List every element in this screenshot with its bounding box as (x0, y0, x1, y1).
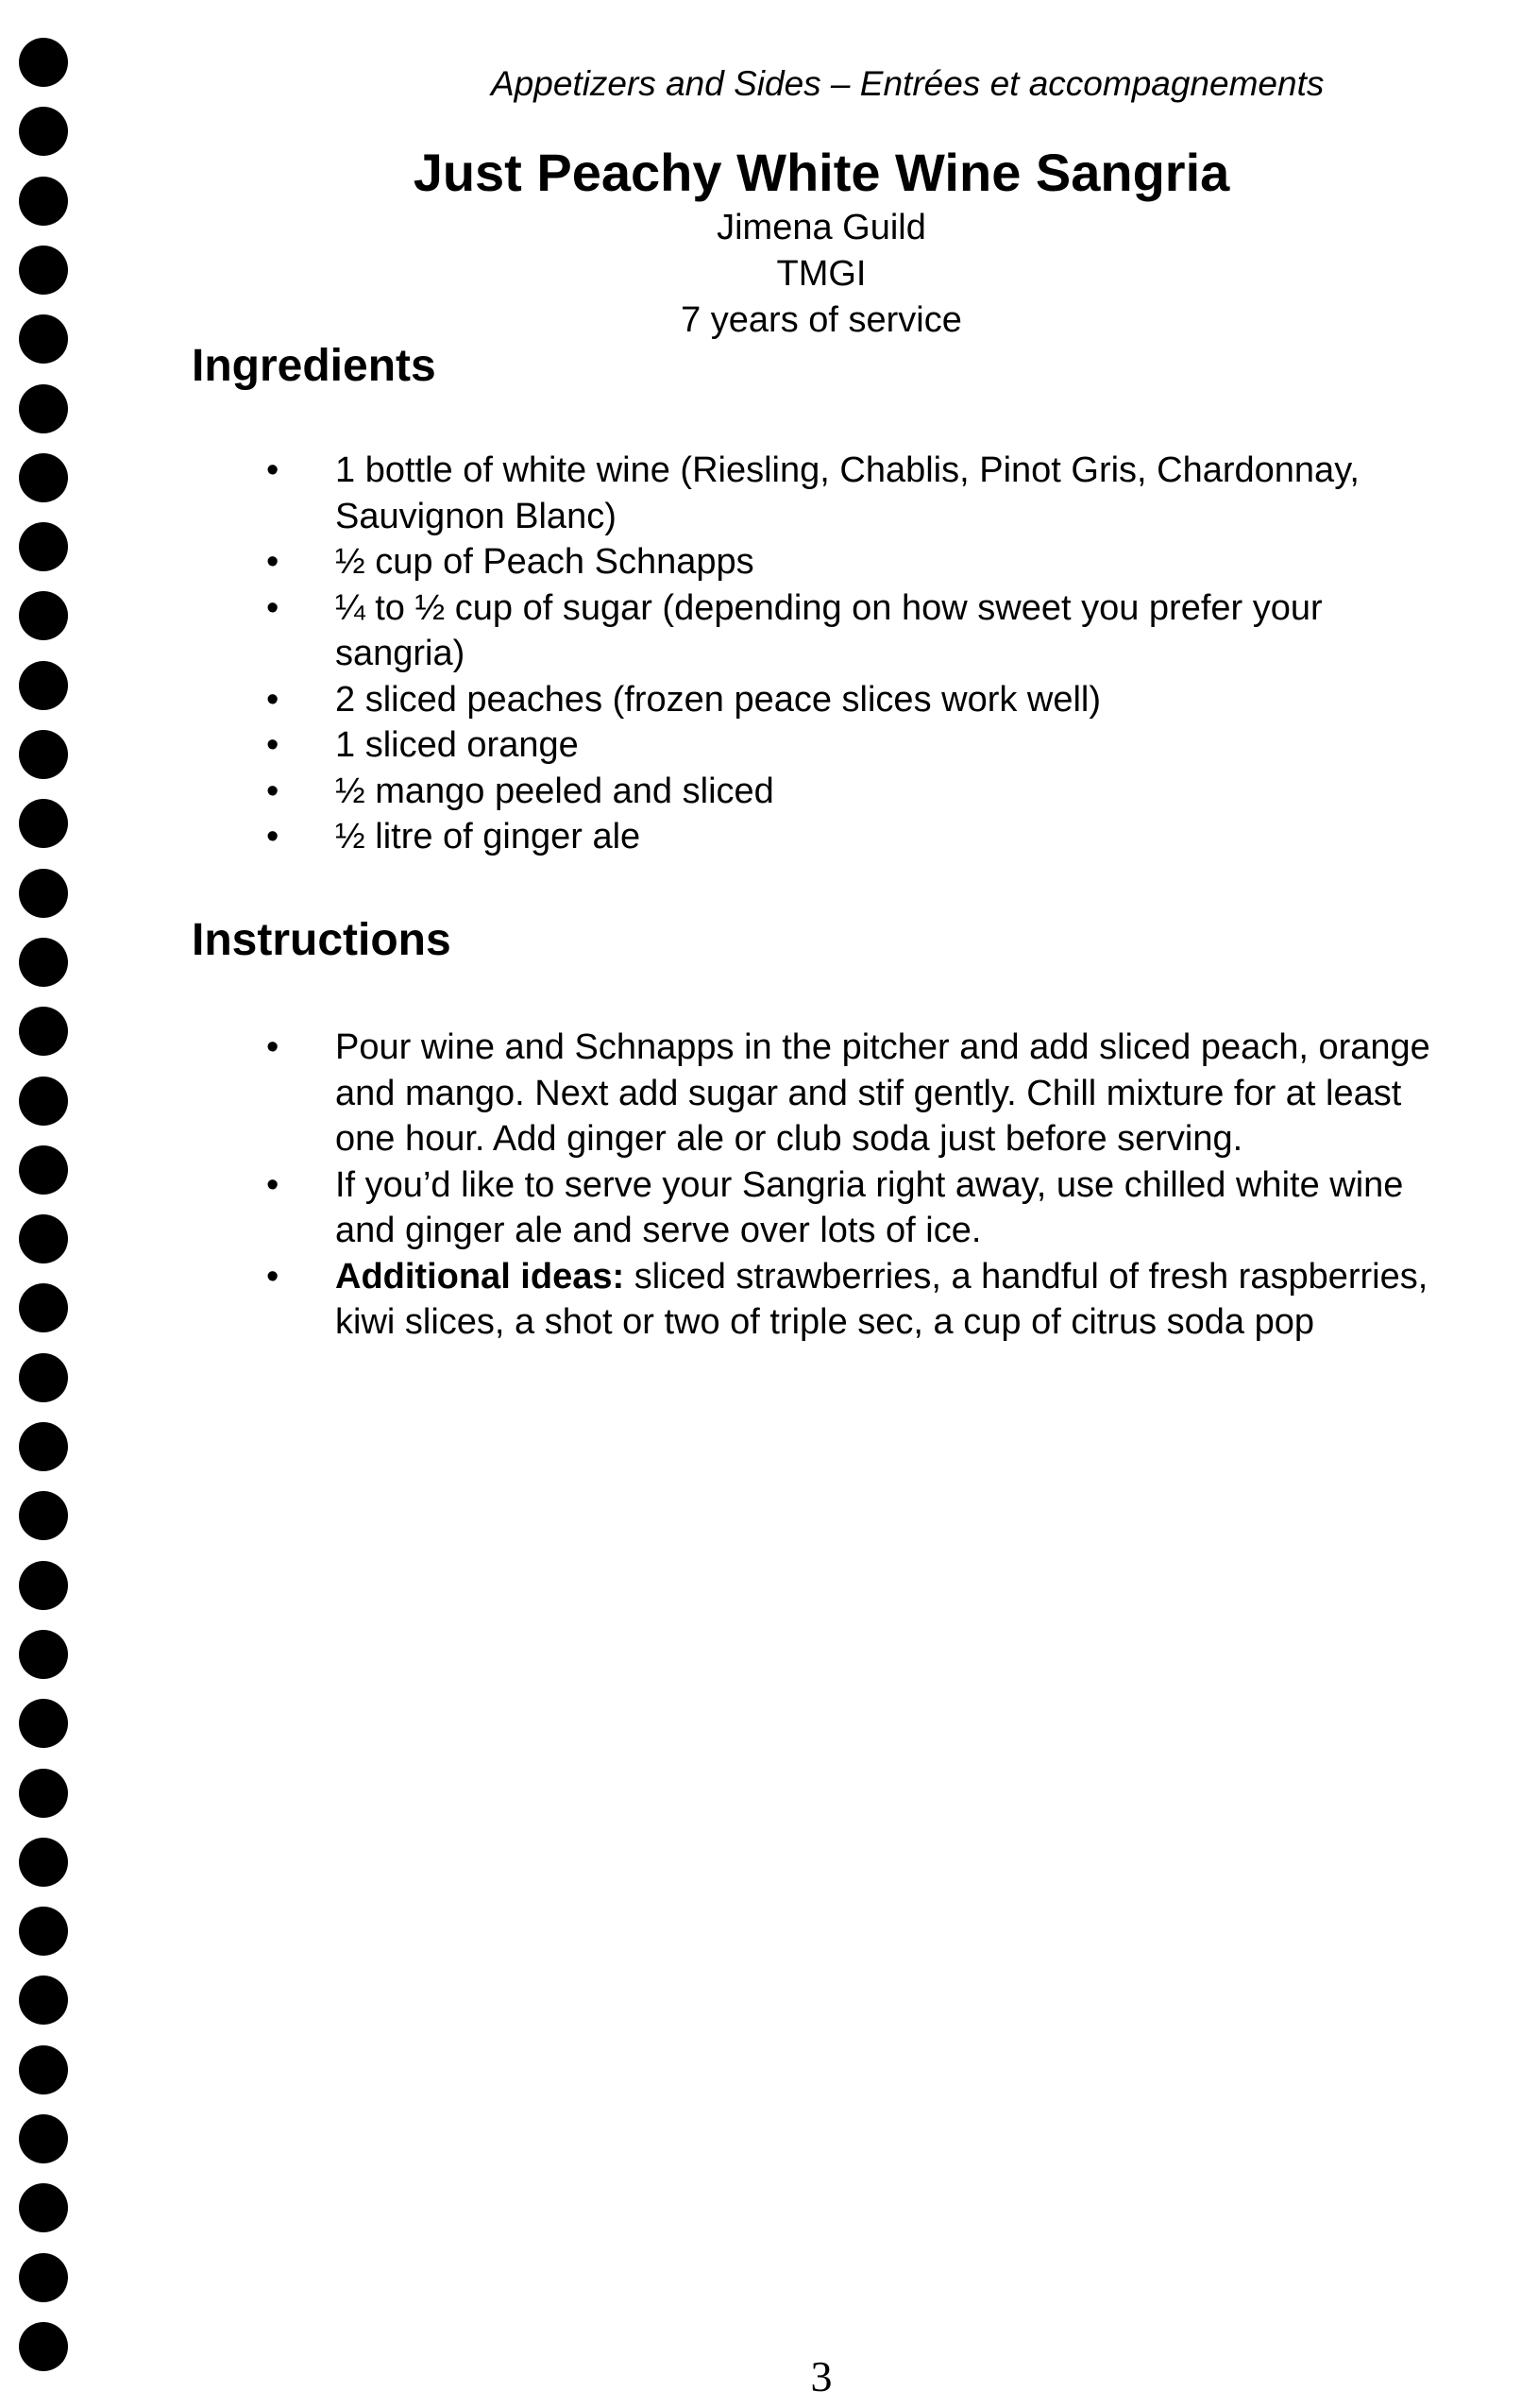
binding-hole (19, 1976, 68, 2025)
bullet-icon: • (266, 587, 279, 628)
binding-hole (19, 869, 68, 918)
list-item (0, 1162, 1449, 1254)
bullet-icon: • (266, 1256, 279, 1297)
list-item (0, 1025, 1449, 1162)
list-item (0, 722, 1449, 769)
binding-hole (19, 38, 68, 87)
ingredients-list (0, 448, 1538, 860)
ingredient-text: ½ litre of ginger ale (335, 817, 641, 856)
binding-hole (19, 1353, 68, 1402)
instruction-text: If you’d like to serve your Sangria right away, use chilled white wine and ginger ale and serve over lots of ice. (335, 1164, 1404, 1250)
binding-hole (19, 1838, 68, 1887)
list-item (0, 1254, 1449, 1346)
bullet-icon: • (266, 1027, 279, 1067)
binding-hole (19, 384, 68, 433)
bullet-icon: • (266, 725, 279, 765)
recipe-author: Jimena Guild (717, 208, 926, 247)
binding-hole (19, 1561, 68, 1610)
recipe-department: TMGI (776, 254, 867, 294)
binding-hole (19, 2183, 68, 2232)
list-item (0, 539, 1449, 585)
list-item (0, 585, 1449, 677)
section-header: Appetizers and Sides – Entrées et accompagnements (491, 64, 1325, 103)
recipe-title: Just Peachy White Wine Sangria (413, 143, 1230, 202)
list-item (0, 677, 1449, 723)
page-number: 3 (810, 2352, 833, 2400)
binding-hole (19, 1491, 68, 1540)
binding-hole (19, 1907, 68, 1956)
recipe-service: 7 years of service (681, 300, 962, 340)
binding-hole (19, 1630, 68, 1679)
binding-hole (19, 938, 68, 987)
binding-hole (19, 1699, 68, 1748)
bullet-icon: • (266, 679, 279, 720)
binding-hole (19, 2253, 68, 2302)
instruction-text: Pour wine and Schnapps in the pitcher and add sliced peach, orange and mango. Next add sugar and stif gently. Chill mixture for at least one hour. Add ginger ale or club soda just before serving. (335, 1027, 1430, 1159)
bullet-icon: • (266, 771, 279, 811)
list-item (0, 448, 1449, 539)
instructions-list (0, 1025, 1538, 1346)
binding-hole (19, 2114, 68, 2163)
ingredient-text: 2 sliced peaches (frozen peace slices work well) (335, 679, 1102, 720)
list-item (0, 769, 1449, 815)
bullet-icon: • (266, 450, 279, 490)
additional-ideas-label: Additional ideas: (335, 1256, 625, 1297)
instructions-heading: Instructions (192, 915, 451, 965)
ingredient-text: 1 sliced orange (335, 725, 579, 765)
ingredient-text: ½ mango peeled and sliced (335, 771, 774, 811)
bullet-icon: • (266, 817, 279, 856)
bullet-icon: • (266, 542, 279, 582)
bullet-icon: • (266, 1164, 279, 1205)
ingredient-text: ½ cup of Peach Schnapps (335, 542, 754, 582)
ingredient-text: 1 bottle of white wine (Riesling, Chablis, Pinot Gris, Chardonnay, Sauvignon Blanc) (335, 450, 1360, 536)
list-item (0, 814, 1449, 860)
binding-hole (19, 1769, 68, 1818)
ingredient-text: ¼ to ½ cup of sugar (depending on how sweet you prefer your sangria) (335, 587, 1323, 673)
additional-ideas-text: sliced strawberries, a handful of fresh raspberries, kiwi slices, a shot or two of triple sec, a cup of citrus soda pop (335, 1256, 1428, 1342)
binding-hole (19, 1422, 68, 1471)
ingredients-heading: Ingredients (192, 341, 436, 391)
binding-hole (19, 2045, 68, 2094)
